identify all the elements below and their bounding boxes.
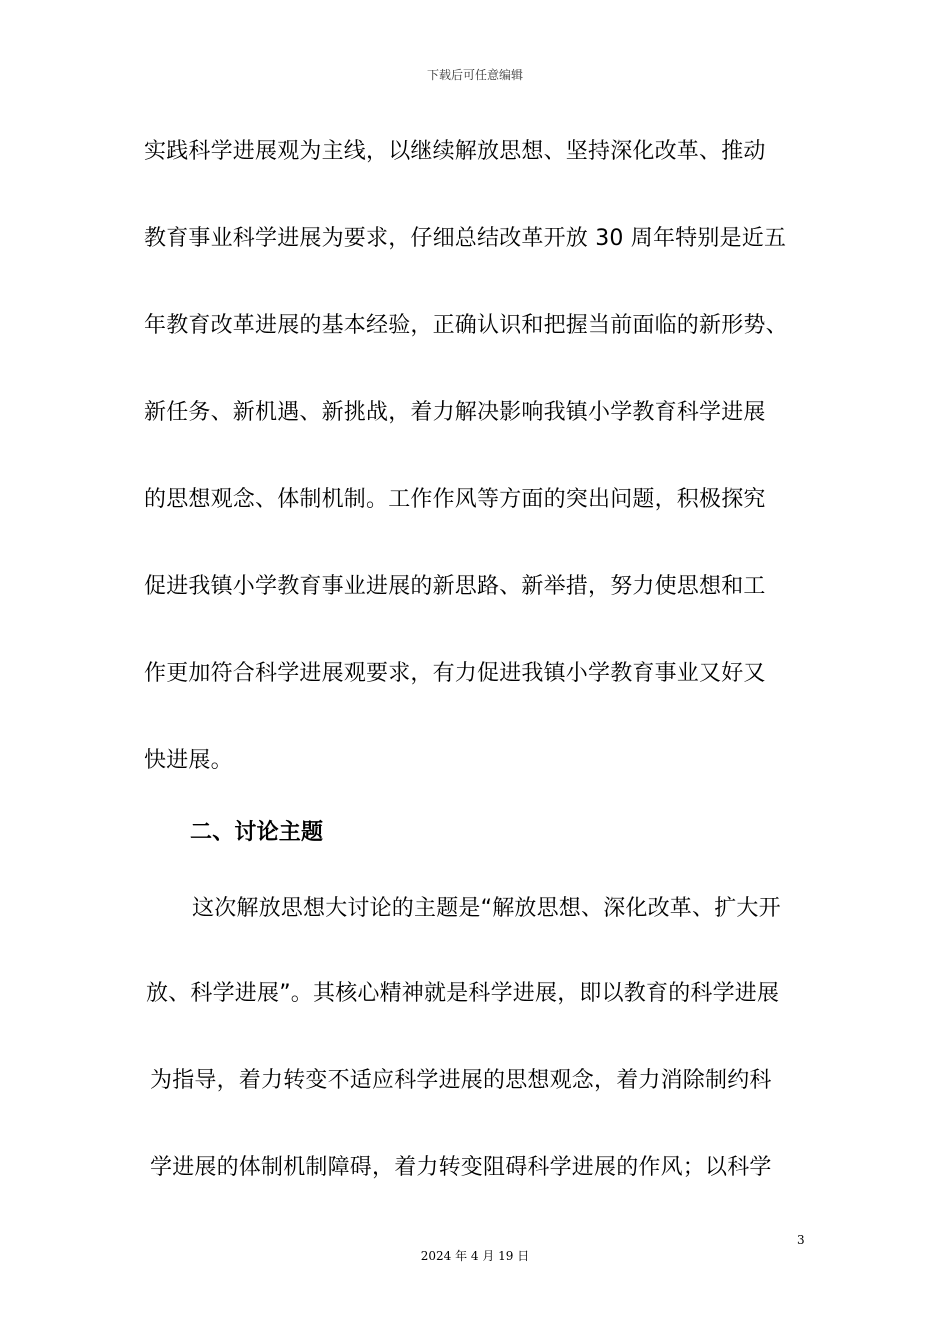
footer-date: 2024 年 4 月 19 日: [420, 1249, 530, 1263]
body-line: 实践科学进展观为主线，以继续解放思想、坚持深化改革、推动: [144, 139, 766, 164]
body-line: 年教育改革进展的基本经验，正确认识和把握当前面临的新形势、: [144, 313, 788, 338]
body-line: 新任务、新机遇、新挑战，着力解决影响我镇小学教育科学进展: [144, 400, 766, 425]
section-heading: 二、讨论主题: [190, 820, 324, 845]
body-line: 的思想观念、体制机制。工作作风等方面的突出问题，积极探究: [144, 487, 766, 512]
section-line: 放、科学进展”。其核心精神就是科学进展，即以教育的科学进展: [146, 981, 780, 1006]
body-line: 快进展。: [144, 748, 233, 773]
body-line: 作更加符合科学进展观要求，有力促进我镇小学教育事业又好又: [144, 661, 766, 686]
section-line: 为指导，着力转变不适应科学进展的思想观念，着力消除制约科: [150, 1068, 772, 1093]
page-header: 下载后可任意编辑: [426, 68, 523, 82]
body-line: 促进我镇小学教育事业进展的新思路、新举措，努力使思想和工: [144, 574, 766, 599]
section-line: 这次解放思想大讨论的主题是“解放思想、深化改革、扩大开: [192, 896, 781, 921]
page-number: 3: [797, 1233, 805, 1247]
section-line: 学进展的体制机制障碍，着力转变阻碍科学进展的作风；以科学: [150, 1155, 772, 1180]
body-line: 教育事业科学进展为要求，仔细总结改革开放 30 周年特别是近五: [144, 226, 787, 251]
